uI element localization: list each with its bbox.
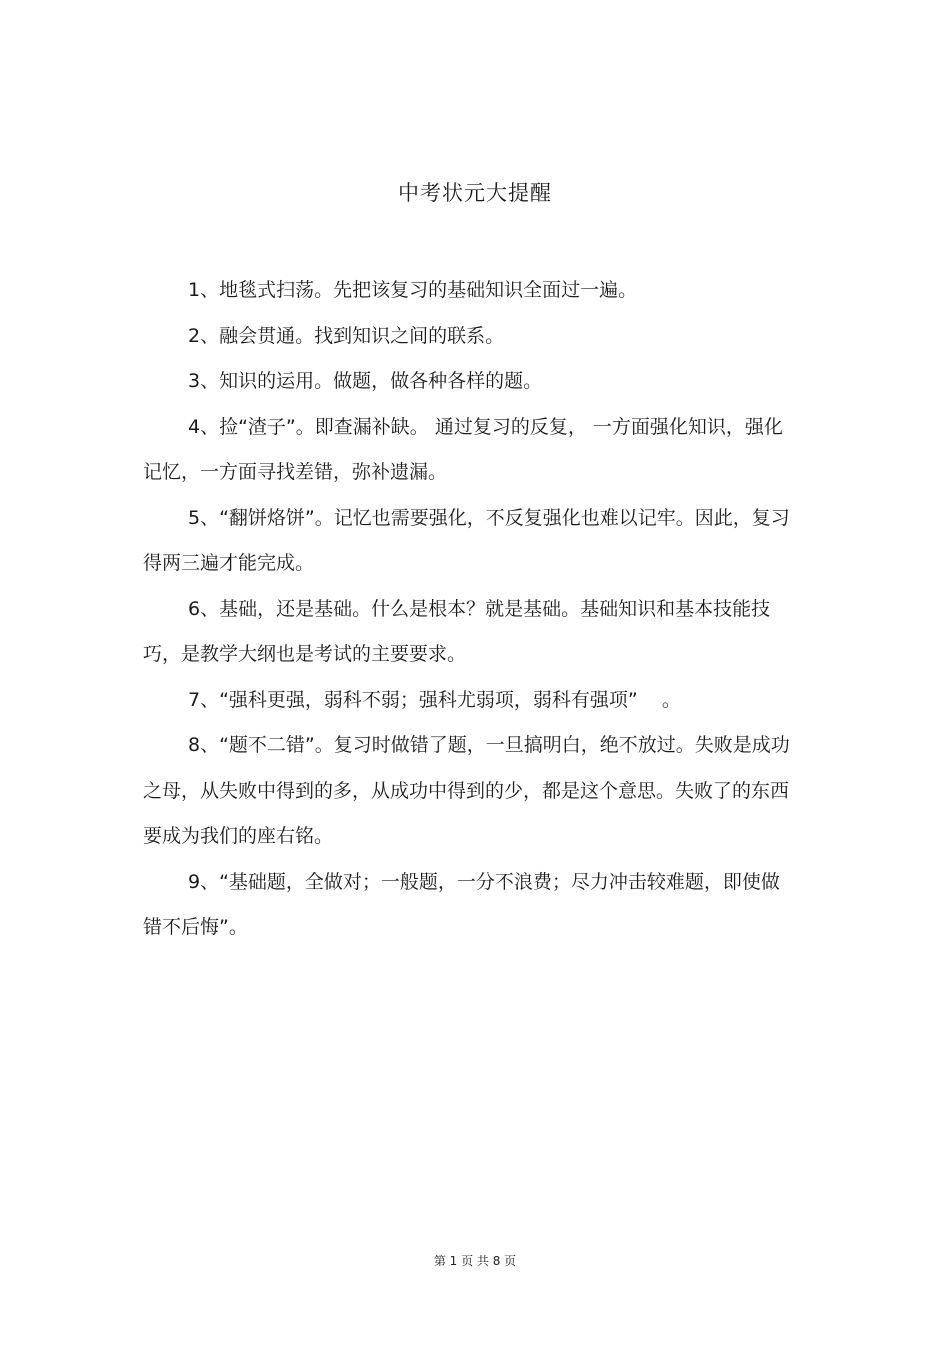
- paragraph-4: 4、捡“渣子”。即查漏补缺。 通过复习的反复， 一方面强化知识，强化记忆，一方面寻找差错，弥补遗漏。: [143, 415, 783, 483]
- paragraph-1: 1、地毯式扫荡。先把该复习的基础知识全面过一遍。: [188, 279, 638, 301]
- paragraph-2: 2、融会贯通。找到知识之间的联系。: [188, 324, 505, 347]
- paragraph-5: 5、“翻饼烙饼”。记忆也需要强化，不反复强化也难以记牢。因此，复习得两三遍才能完成。: [143, 506, 790, 574]
- paragraph-7: 7、“强科更强，弱科不弱；强科尤弱项，弱科有强项” 。: [188, 688, 681, 711]
- paragraph-9: 9、“基础题，全做对；一般题，一分不浪费；尽力冲击较难题，即使做错不后悔”。: [143, 870, 780, 938]
- document-body: [143, 268, 793, 951]
- paragraph-8: 8、“题不二错”。复习时做错了题，一旦搞明白，绝不放过。失败是成功之母，从失败中得到的多，从成功中得到的少，都是这个意思。失败了的东西要成为我们的座右铭。: [143, 734, 790, 847]
- document-title: 中考状元大提醒: [398, 181, 552, 205]
- page-number-footer: 第 1 页 共 8 页: [433, 1254, 517, 1268]
- paragraph-6: 6、基础，还是基础。什么是根本？就是基础。基础知识和基本技能技巧，是教学大纲也是考试的主要要求。: [143, 597, 771, 665]
- paragraph-3: 3、知识的运用。做题，做各种各样的题。: [188, 370, 543, 392]
